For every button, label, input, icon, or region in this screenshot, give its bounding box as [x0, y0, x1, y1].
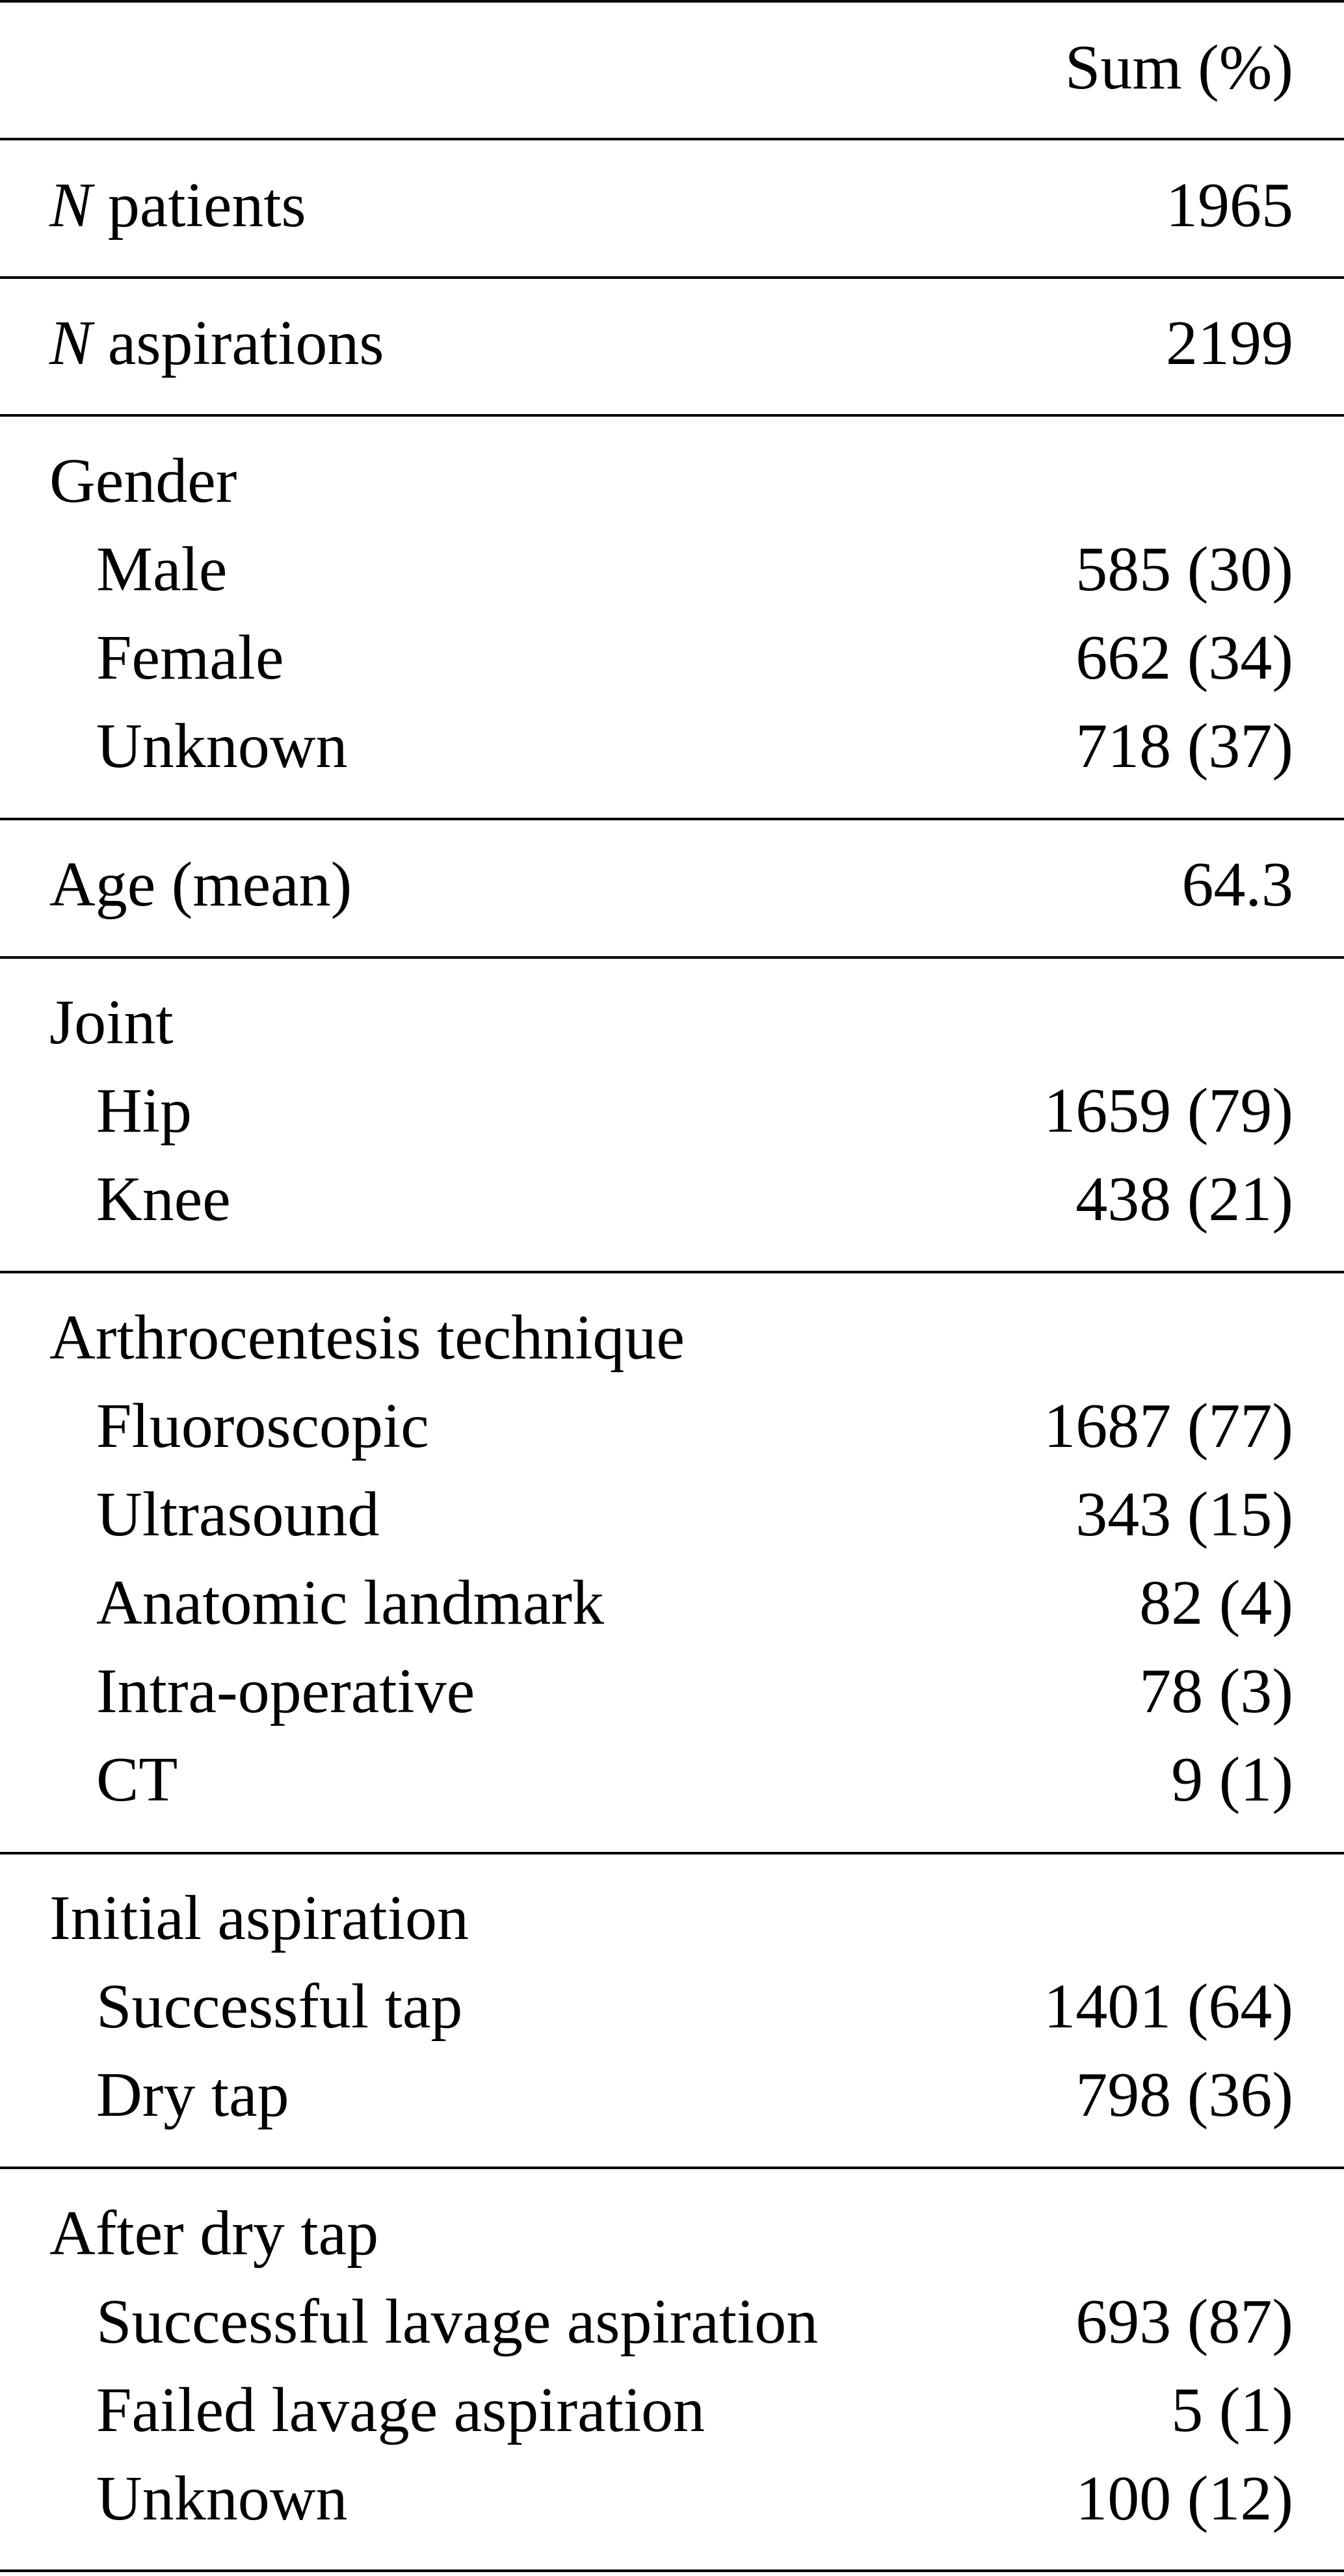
table-row-value: 1401 (64): [1044, 1971, 1293, 2042]
table-row-label: Fluoroscopic: [96, 1391, 429, 1461]
table-row-value: 718 (37): [1075, 711, 1293, 781]
table-row-label: Unknown: [96, 2464, 348, 2534]
group-title-joint: Joint: [49, 987, 174, 1058]
row-value-age: 64.3: [1181, 850, 1293, 920]
table-row-value: 78 (3): [1139, 1656, 1293, 1726]
table-row-value: 662 (34): [1075, 623, 1293, 693]
table-row-value: 1659 (79): [1044, 1076, 1293, 1146]
table-row-value: 5 (1): [1171, 2375, 1293, 2445]
table-row-label: Failed lavage aspiration: [96, 2375, 705, 2445]
row-rule: [0, 956, 1344, 959]
table-row-value: 693 (87): [1075, 2287, 1293, 2357]
group-title-technique: Arthrocentesis technique: [49, 1303, 685, 1373]
table-row-label: Successful tap: [96, 1971, 463, 2042]
table-row-label: Intra-operative: [96, 1656, 475, 1726]
table-row-value: 82 (4): [1139, 1568, 1293, 1638]
table-row-label: Female: [96, 623, 284, 693]
table-row-value: 1687 (77): [1044, 1391, 1293, 1461]
table-row-value: 438 (21): [1075, 1164, 1293, 1234]
table-top-rule: [0, 0, 1344, 3]
row-label-text: aspirations: [107, 308, 384, 378]
row-rule: [0, 1852, 1344, 1854]
table-row-label: Unknown: [96, 711, 348, 781]
table-row-label: CT: [96, 1745, 178, 1815]
table-row-value: 9 (1): [1171, 1745, 1293, 1815]
table-row-label: Male: [96, 534, 228, 605]
row-label-n-aspirations: [49, 299, 384, 387]
row-label-n-patients: [49, 161, 306, 250]
row-rule: [0, 414, 1344, 417]
row-rule: [0, 1271, 1344, 1273]
row-label-text: patients: [107, 170, 306, 241]
table-row-value: 343 (15): [1075, 1479, 1293, 1550]
table-bottom-rule: [0, 2569, 1344, 2572]
table-row-value: 798 (36): [1075, 2060, 1293, 2130]
column-header-sum: Sum (%): [1064, 33, 1293, 103]
row-label-age: Age (mean): [49, 850, 352, 920]
row-rule: [0, 818, 1344, 820]
row-value-n-aspirations: 2199: [1166, 308, 1293, 378]
group-title-gender: Gender: [49, 446, 237, 516]
table-row-label: Knee: [96, 1164, 231, 1234]
table-row-label: Anatomic landmark: [96, 1568, 605, 1638]
table-row-label: Successful lavage aspiration: [96, 2287, 819, 2357]
table-row-value: 100 (12): [1075, 2464, 1293, 2534]
header-rule: [0, 138, 1344, 140]
table-row-value: 585 (30): [1075, 534, 1293, 605]
n-symbol: N: [49, 308, 92, 378]
table-row-label: Dry tap: [96, 2060, 289, 2130]
n-symbol: N: [49, 170, 92, 241]
group-title-after-dry-tap: After dry tap: [49, 2198, 379, 2269]
table-row-label: Ultrasound: [96, 1479, 380, 1550]
group-title-initial-aspiration: Initial aspiration: [49, 1883, 469, 1953]
row-rule: [0, 2166, 1344, 2169]
row-value-n-patients: 1965: [1166, 170, 1293, 241]
table-row-label: Hip: [96, 1076, 192, 1146]
row-rule: [0, 276, 1344, 279]
